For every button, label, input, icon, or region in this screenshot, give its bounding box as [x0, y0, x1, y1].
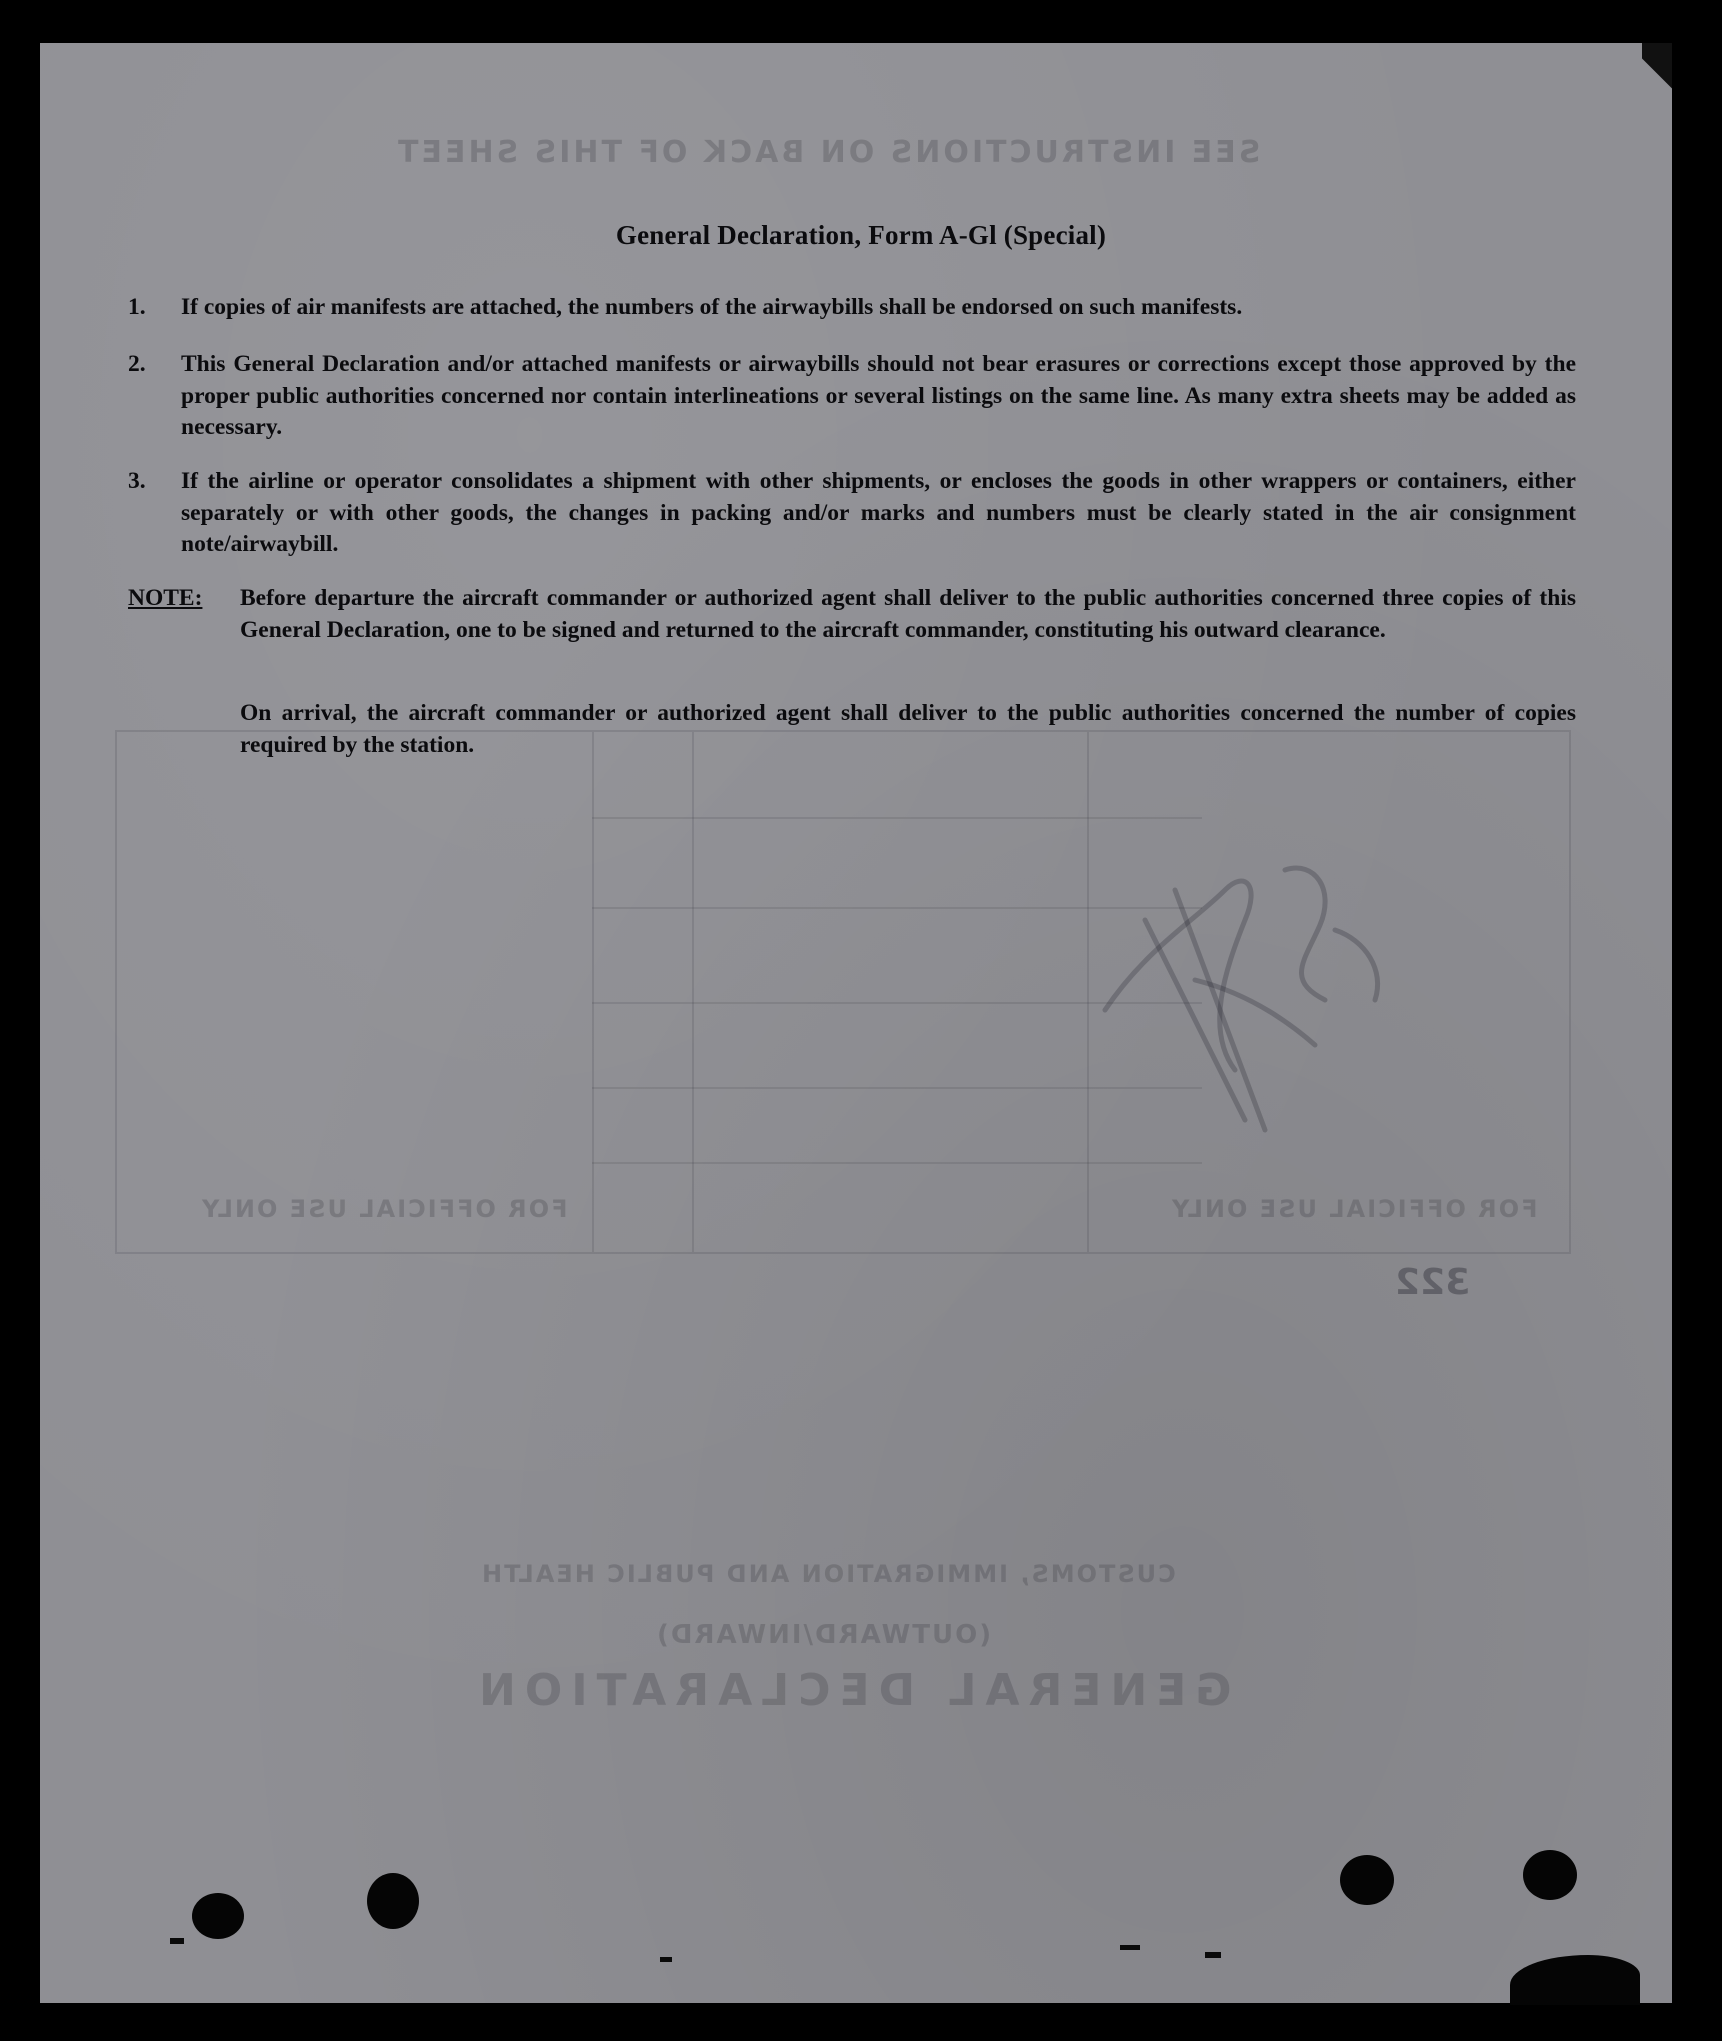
ink-speck	[1205, 1952, 1221, 1958]
bleed-through-page-mark: 322	[1395, 1262, 1471, 1303]
instruction-item	[128, 349, 1588, 445]
item-number: 1.	[128, 294, 146, 320]
ink-speck	[660, 1957, 672, 1962]
punch-hole	[1523, 1850, 1577, 1900]
note-label: NOTE:	[128, 585, 203, 611]
item-number: 2.	[128, 351, 146, 377]
instruction-item	[128, 466, 1588, 562]
ink-speck	[1120, 1945, 1140, 1950]
bleed-through-subtitle: (OUTWARD/INWARD)	[655, 1620, 992, 1650]
item-text: If the airline or operator consolidates a shipment with other shipments, or encloses the goods in other wrappers or containers, either separately or with other goods, the changes in packing and/or marks and numbers must be clearly stated in the air consignment note/airwaybill.	[181, 468, 1576, 557]
ink-speck	[170, 1938, 184, 1944]
bleed-through-official-use-left: FOR OFFICIAL USE ONLY	[200, 1195, 568, 1223]
punch-hole	[1340, 1855, 1394, 1905]
punch-hole	[192, 1893, 244, 1939]
instruction-item	[128, 292, 1588, 324]
note-paragraph: On arrival, the aircraft commander or authorized agent shall deliver to the public authorities concerned the number of copies required by the station.	[240, 700, 1576, 758]
item-text: This General Declaration and/or attached manifests or airwaybills should not bear erasures or corrections except those approved by the proper public authorities concerned nor contain interlineations or several listings on the same line. As many extra sheets may be added as necessary.	[181, 351, 1576, 440]
bleed-through-official-use-right: FOR OFFICIAL USE ONLY	[1170, 1195, 1538, 1223]
bleed-through-agencies: CUSTOMS, IMMIGRATION AND PUBLIC HEALTH	[480, 1560, 1176, 1588]
item-number: 3.	[128, 468, 146, 494]
bleed-through-header: SEE INSTRUCTIONS ON BACK OF THIS SHEET	[395, 135, 1261, 170]
note-paragraph: Before departure the aircraft commander or authorized agent shall deliver to the public authorities concerned three copies of this General Declaration, one to be signed and returned to the aircraft commander, constituting his outward clearance.	[240, 585, 1576, 643]
bleed-through-form-title: GENERAL DECLARATION	[470, 1665, 1232, 1716]
page-title: General Declaration, Form A-Gl (Special)	[615, 220, 1107, 250]
item-text: If copies of air manifests are attached, the numbers of the airwaybills shall be endorsed on such manifests.	[181, 294, 1243, 320]
punch-hole	[367, 1873, 419, 1929]
